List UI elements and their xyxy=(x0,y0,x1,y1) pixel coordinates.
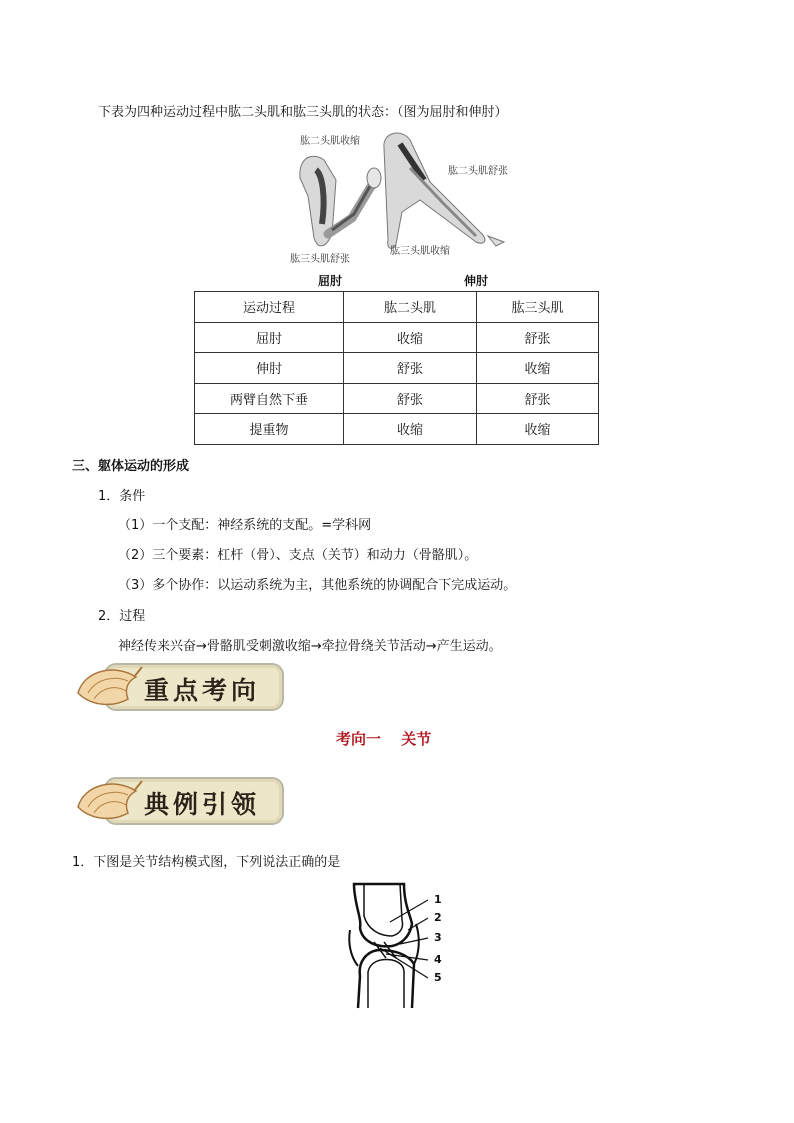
list-item-conditions: 1．条件 xyxy=(98,489,146,504)
table-cell: 舒张 xyxy=(344,353,477,384)
banner-title: 重点考向 xyxy=(144,676,261,705)
condition-line-1: （1）一个支配：神经系统的支配。=学科网 xyxy=(118,518,372,533)
question-text: 1．下图是关节结构模式图，下列说法正确的是 xyxy=(72,855,341,870)
table-cell: 收缩 xyxy=(477,353,599,384)
table-row xyxy=(195,353,599,384)
label-tricep-contract: 肱三头肌收缩 xyxy=(390,246,450,257)
joint-diagram xyxy=(340,880,460,1010)
arm-figure xyxy=(292,126,514,272)
table-cell: 伸肘 xyxy=(195,353,344,384)
table-header-cell: 运动过程 xyxy=(195,292,344,323)
joint-label-2: 2 xyxy=(434,911,442,924)
topic-heading: 考向一 关节 xyxy=(336,730,432,748)
table-cell: 提重物 xyxy=(195,414,344,445)
banner-key-topics xyxy=(74,657,284,715)
table-header-cell: 肱二头肌 xyxy=(344,292,477,323)
table-row xyxy=(195,414,599,445)
label-bicep-contract: 肱二头肌收缩 xyxy=(300,136,360,147)
joint-label-5: 5 xyxy=(434,971,442,984)
joint-label-4: 4 xyxy=(434,953,442,966)
process-text: 神经传来兴奋→骨骼肌受刺激收缩→牵拉骨绕关节活动→产生运动。 xyxy=(118,639,502,654)
conch-shell-icon xyxy=(74,659,144,713)
banner-title: 典例引领 xyxy=(144,790,261,819)
label-tricep-relax: 肱三头肌舒张 xyxy=(290,254,350,265)
table-header-cell: 肱三头肌 xyxy=(477,292,599,323)
table-row xyxy=(195,383,599,414)
list-item-process: 2．过程 xyxy=(98,609,146,624)
label-bicep-relax: 肱二头肌舒张 xyxy=(448,166,508,177)
table-cell: 收缩 xyxy=(344,414,477,445)
table-cell: 屈肘 xyxy=(195,322,344,353)
section-heading: 三、躯体运动的形成 xyxy=(72,459,190,474)
banner-examples xyxy=(74,771,284,829)
muscle-state-table xyxy=(194,291,599,445)
joint-structure-illustration xyxy=(340,880,460,1010)
conch-shell-icon xyxy=(74,773,144,827)
joint-label-3: 3 xyxy=(434,931,442,944)
joint-label-1: 1 xyxy=(434,893,442,906)
table-cell: 收缩 xyxy=(344,322,477,353)
table-cell: 舒张 xyxy=(477,322,599,353)
caption-flex: 屈肘 xyxy=(318,274,343,288)
condition-line-2: （2）三个要素：杠杆（骨）、支点（关节）和动力（骨骼肌）。 xyxy=(118,548,478,563)
table-cell: 收缩 xyxy=(477,414,599,445)
caption-extend: 伸肘 xyxy=(464,274,489,288)
intro-text: 下表为四种运动过程中肱二头肌和肱三头肌的状态：（图为屈肘和伸肘） xyxy=(98,105,508,120)
table-cell: 舒张 xyxy=(477,383,599,414)
table-cell: 舒张 xyxy=(344,383,477,414)
table-header-row xyxy=(195,292,599,323)
table-cell: 两臂自然下垂 xyxy=(195,383,344,414)
condition-line-3: （3）多个协作：以运动系统为主，其他系统的协调配合下完成运动。 xyxy=(118,578,517,593)
table-row xyxy=(195,322,599,353)
